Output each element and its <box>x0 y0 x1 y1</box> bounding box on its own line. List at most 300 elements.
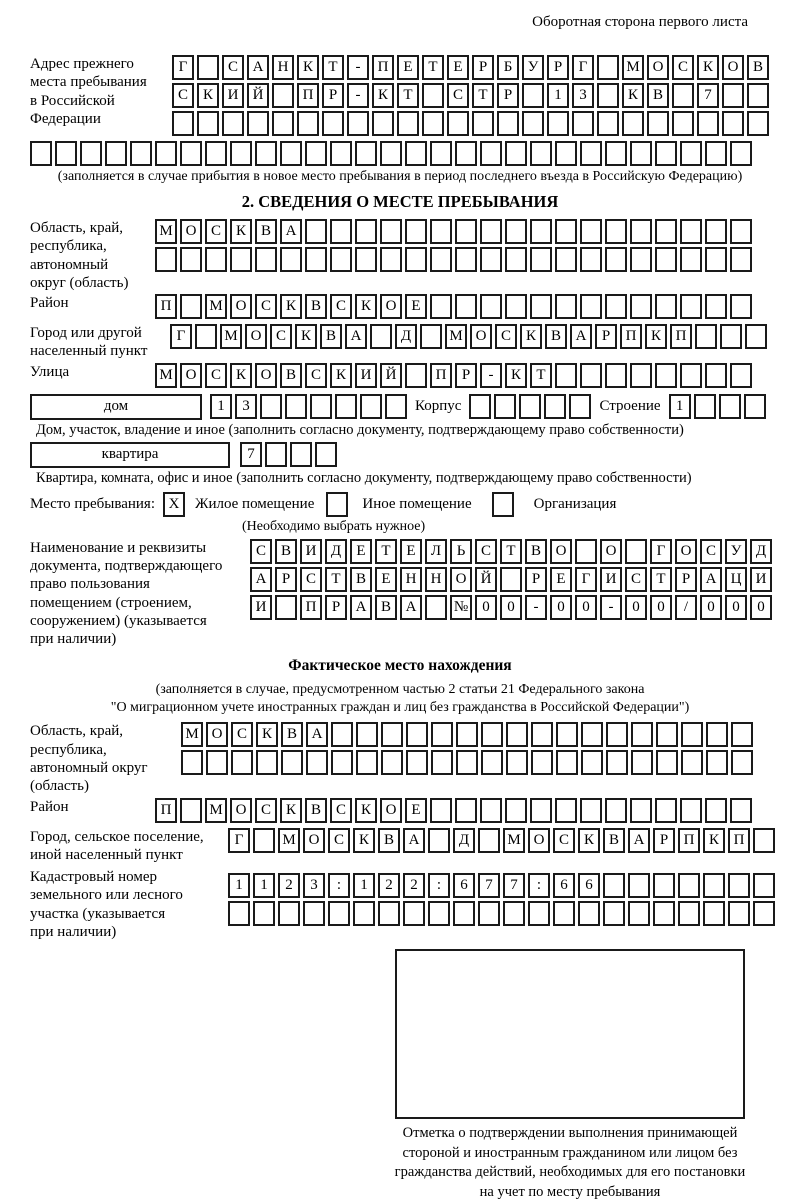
char-box[interactable]: О <box>303 828 325 853</box>
char-box[interactable] <box>430 798 452 823</box>
char-box[interactable] <box>280 247 302 272</box>
char-box[interactable] <box>655 294 677 319</box>
char-box[interactable] <box>397 111 419 136</box>
char-box[interactable] <box>630 294 652 319</box>
char-box[interactable]: Г <box>575 567 597 592</box>
char-box[interactable]: Т <box>322 55 344 80</box>
char-box[interactable]: А <box>400 595 422 620</box>
char-box[interactable] <box>30 141 52 166</box>
char-box[interactable]: В <box>255 219 277 244</box>
char-box[interactable] <box>330 219 352 244</box>
char-box[interactable]: П <box>155 798 177 823</box>
char-box[interactable] <box>403 901 425 926</box>
char-box[interactable] <box>528 901 550 926</box>
char-box[interactable]: В <box>305 798 327 823</box>
char-box[interactable] <box>355 247 377 272</box>
char-box[interactable]: Д <box>750 539 772 564</box>
char-box[interactable] <box>181 750 203 775</box>
char-box[interactable] <box>430 294 452 319</box>
char-box[interactable]: Б <box>497 55 519 80</box>
char-box[interactable] <box>606 722 628 747</box>
char-box[interactable] <box>622 111 644 136</box>
char-box[interactable] <box>656 722 678 747</box>
char-box[interactable] <box>428 828 450 853</box>
char-box[interactable]: Н <box>400 567 422 592</box>
char-box[interactable]: 1 <box>228 873 250 898</box>
char-box[interactable] <box>505 247 527 272</box>
char-box[interactable] <box>556 722 578 747</box>
char-box[interactable]: Т <box>530 363 552 388</box>
char-box[interactable]: О <box>722 55 744 80</box>
char-box[interactable] <box>80 141 102 166</box>
char-box[interactable]: А <box>280 219 302 244</box>
char-box[interactable] <box>531 750 553 775</box>
char-box[interactable] <box>492 492 514 517</box>
char-box[interactable]: : <box>428 873 450 898</box>
char-box[interactable] <box>653 873 675 898</box>
char-box[interactable]: X <box>163 492 185 517</box>
char-box[interactable] <box>205 141 227 166</box>
char-box[interactable] <box>405 247 427 272</box>
char-box[interactable] <box>705 219 727 244</box>
char-box[interactable] <box>680 247 702 272</box>
char-box[interactable] <box>456 722 478 747</box>
char-box[interactable]: 7 <box>478 873 500 898</box>
char-box[interactable] <box>575 539 597 564</box>
char-box[interactable]: К <box>505 363 527 388</box>
char-box[interactable] <box>480 219 502 244</box>
char-box[interactable]: К <box>520 324 542 349</box>
char-box[interactable]: П <box>728 828 750 853</box>
char-box[interactable]: О <box>180 219 202 244</box>
char-box[interactable] <box>697 111 719 136</box>
char-box[interactable] <box>315 442 337 467</box>
char-box[interactable] <box>695 324 717 349</box>
char-box[interactable] <box>326 492 348 517</box>
char-box[interactable] <box>230 141 252 166</box>
char-box[interactable] <box>597 83 619 108</box>
char-box[interactable] <box>335 394 357 419</box>
char-box[interactable] <box>705 363 727 388</box>
char-box[interactable] <box>297 111 319 136</box>
char-box[interactable] <box>370 324 392 349</box>
char-box[interactable]: 1 <box>547 83 569 108</box>
char-box[interactable]: П <box>430 363 452 388</box>
char-box[interactable] <box>428 901 450 926</box>
char-box[interactable] <box>530 247 552 272</box>
char-box[interactable]: И <box>222 83 244 108</box>
char-box[interactable] <box>680 141 702 166</box>
char-box[interactable] <box>322 111 344 136</box>
char-box[interactable]: 0 <box>500 595 522 620</box>
char-box[interactable] <box>303 901 325 926</box>
char-box[interactable] <box>105 141 127 166</box>
char-box[interactable] <box>555 294 577 319</box>
char-box[interactable] <box>356 750 378 775</box>
char-box[interactable]: М <box>205 294 227 319</box>
char-box[interactable] <box>672 111 694 136</box>
char-box[interactable]: Е <box>405 798 427 823</box>
char-box[interactable] <box>625 539 647 564</box>
char-box[interactable] <box>705 141 727 166</box>
char-box[interactable]: 3 <box>303 873 325 898</box>
char-box[interactable]: 7 <box>697 83 719 108</box>
char-box[interactable]: О <box>230 798 252 823</box>
char-box[interactable] <box>265 442 287 467</box>
char-box[interactable] <box>730 247 752 272</box>
char-box[interactable]: Е <box>550 567 572 592</box>
char-box[interactable] <box>285 394 307 419</box>
char-box[interactable]: А <box>345 324 367 349</box>
char-box[interactable]: 1 <box>353 873 375 898</box>
char-box[interactable] <box>281 750 303 775</box>
char-box[interactable] <box>655 219 677 244</box>
char-box[interactable]: Й <box>247 83 269 108</box>
char-box[interactable] <box>744 394 766 419</box>
char-box[interactable] <box>197 55 219 80</box>
char-box[interactable] <box>605 294 627 319</box>
char-box[interactable]: А <box>700 567 722 592</box>
char-box[interactable]: М <box>220 324 242 349</box>
char-box[interactable] <box>753 828 775 853</box>
char-box[interactable]: Д <box>325 539 347 564</box>
char-box[interactable] <box>730 294 752 319</box>
char-box[interactable]: С <box>231 722 253 747</box>
char-box[interactable]: В <box>525 539 547 564</box>
char-box[interactable] <box>310 394 332 419</box>
char-box[interactable]: К <box>355 294 377 319</box>
char-box[interactable] <box>678 901 700 926</box>
char-box[interactable] <box>555 363 577 388</box>
char-box[interactable] <box>331 722 353 747</box>
char-box[interactable] <box>497 111 519 136</box>
char-box[interactable] <box>628 901 650 926</box>
char-box[interactable]: Р <box>547 55 569 80</box>
char-box[interactable]: С <box>300 567 322 592</box>
char-box[interactable]: 1 <box>669 394 691 419</box>
char-box[interactable] <box>480 141 502 166</box>
char-box[interactable]: У <box>725 539 747 564</box>
char-box[interactable]: Н <box>272 55 294 80</box>
char-box[interactable]: 3 <box>235 394 257 419</box>
char-box[interactable] <box>381 750 403 775</box>
char-box[interactable]: К <box>645 324 667 349</box>
char-box[interactable] <box>130 141 152 166</box>
char-box[interactable] <box>356 722 378 747</box>
char-box[interactable]: В <box>545 324 567 349</box>
char-box[interactable] <box>55 141 77 166</box>
char-box[interactable]: 0 <box>750 595 772 620</box>
char-box[interactable]: В <box>378 828 400 853</box>
char-box[interactable] <box>544 394 566 419</box>
char-box[interactable]: К <box>703 828 725 853</box>
char-box[interactable]: В <box>747 55 769 80</box>
char-box[interactable] <box>180 247 202 272</box>
char-box[interactable]: О <box>450 567 472 592</box>
char-box[interactable] <box>680 294 702 319</box>
char-box[interactable] <box>255 141 277 166</box>
char-box[interactable] <box>522 83 544 108</box>
char-box[interactable]: А <box>628 828 650 853</box>
char-box[interactable] <box>703 901 725 926</box>
char-box[interactable]: Д <box>453 828 475 853</box>
char-box[interactable]: О <box>230 294 252 319</box>
char-box[interactable] <box>228 901 250 926</box>
char-box[interactable] <box>406 750 428 775</box>
char-box[interactable] <box>420 324 442 349</box>
char-box[interactable]: К <box>230 363 252 388</box>
char-box[interactable]: С <box>250 539 272 564</box>
char-box[interactable] <box>180 141 202 166</box>
char-box[interactable]: Р <box>653 828 675 853</box>
char-box[interactable]: 7 <box>503 873 525 898</box>
char-box[interactable] <box>653 901 675 926</box>
char-box[interactable]: К <box>197 83 219 108</box>
char-box[interactable] <box>405 363 427 388</box>
char-box[interactable] <box>722 83 744 108</box>
char-box[interactable]: Е <box>375 567 397 592</box>
char-box[interactable]: 0 <box>700 595 722 620</box>
char-box[interactable] <box>630 247 652 272</box>
char-box[interactable]: 2 <box>378 873 400 898</box>
char-box[interactable]: - <box>347 83 369 108</box>
char-box[interactable]: С <box>255 294 277 319</box>
char-box[interactable]: 6 <box>578 873 600 898</box>
char-box[interactable] <box>705 798 727 823</box>
char-box[interactable]: Й <box>475 567 497 592</box>
char-box[interactable] <box>655 363 677 388</box>
char-box[interactable] <box>405 141 427 166</box>
char-box[interactable] <box>555 219 577 244</box>
char-box[interactable] <box>753 873 775 898</box>
char-box[interactable]: О <box>180 363 202 388</box>
char-box[interactable] <box>505 798 527 823</box>
char-box[interactable]: Й <box>380 363 402 388</box>
char-box[interactable] <box>253 828 275 853</box>
char-box[interactable]: Т <box>422 55 444 80</box>
char-box[interactable] <box>703 873 725 898</box>
char-box[interactable]: М <box>278 828 300 853</box>
char-box[interactable] <box>505 219 527 244</box>
char-box[interactable] <box>353 901 375 926</box>
char-box[interactable] <box>305 247 327 272</box>
char-box[interactable] <box>581 750 603 775</box>
char-box[interactable] <box>605 798 627 823</box>
char-box[interactable]: К <box>697 55 719 80</box>
char-box[interactable] <box>380 219 402 244</box>
char-box[interactable] <box>272 111 294 136</box>
char-box[interactable] <box>430 247 452 272</box>
char-box[interactable] <box>453 901 475 926</box>
char-box[interactable]: Т <box>375 539 397 564</box>
char-box[interactable]: М <box>205 798 227 823</box>
char-box[interactable]: - <box>480 363 502 388</box>
char-box[interactable]: 1 <box>253 873 275 898</box>
char-box[interactable]: П <box>155 294 177 319</box>
char-box[interactable]: И <box>250 595 272 620</box>
char-box[interactable] <box>730 798 752 823</box>
char-box[interactable] <box>455 141 477 166</box>
char-box[interactable] <box>155 247 177 272</box>
char-box[interactable]: С <box>205 363 227 388</box>
char-box[interactable]: 6 <box>553 873 575 898</box>
char-box[interactable] <box>378 901 400 926</box>
char-box[interactable]: В <box>647 83 669 108</box>
char-box[interactable] <box>330 247 352 272</box>
char-box[interactable]: О <box>255 363 277 388</box>
char-box[interactable]: 0 <box>575 595 597 620</box>
char-box[interactable] <box>381 722 403 747</box>
char-box[interactable]: М <box>155 363 177 388</box>
char-box[interactable]: О <box>380 798 402 823</box>
char-box[interactable]: 2 <box>403 873 425 898</box>
char-box[interactable] <box>555 141 577 166</box>
char-box[interactable] <box>753 901 775 926</box>
char-box[interactable] <box>581 722 603 747</box>
char-box[interactable]: В <box>275 539 297 564</box>
char-box[interactable] <box>506 750 528 775</box>
char-box[interactable] <box>455 798 477 823</box>
char-box[interactable]: К <box>622 83 644 108</box>
char-box[interactable] <box>506 722 528 747</box>
char-box[interactable]: Л <box>425 539 447 564</box>
char-box[interactable] <box>606 750 628 775</box>
char-box[interactable] <box>681 750 703 775</box>
char-box[interactable] <box>355 219 377 244</box>
char-box[interactable]: Т <box>500 539 522 564</box>
char-box[interactable] <box>531 722 553 747</box>
char-box[interactable] <box>681 722 703 747</box>
char-box[interactable] <box>630 141 652 166</box>
char-box[interactable] <box>205 247 227 272</box>
char-box[interactable]: А <box>570 324 592 349</box>
char-box[interactable] <box>672 83 694 108</box>
char-box[interactable] <box>385 394 407 419</box>
char-box[interactable] <box>680 219 702 244</box>
char-box[interactable] <box>605 141 627 166</box>
char-box[interactable] <box>431 750 453 775</box>
char-box[interactable]: С <box>328 828 350 853</box>
char-box[interactable]: К <box>330 363 352 388</box>
char-box[interactable]: А <box>247 55 269 80</box>
char-box[interactable]: 2 <box>278 873 300 898</box>
char-box[interactable] <box>728 901 750 926</box>
char-box[interactable]: Е <box>397 55 419 80</box>
char-box[interactable]: М <box>155 219 177 244</box>
char-box[interactable]: К <box>353 828 375 853</box>
char-box[interactable]: О <box>380 294 402 319</box>
char-box[interactable]: К <box>230 219 252 244</box>
char-box[interactable]: / <box>675 595 697 620</box>
char-box[interactable] <box>630 798 652 823</box>
char-box[interactable] <box>255 247 277 272</box>
char-box[interactable] <box>330 141 352 166</box>
char-box[interactable]: Р <box>497 83 519 108</box>
char-box[interactable] <box>355 141 377 166</box>
char-box[interactable] <box>503 901 525 926</box>
char-box[interactable] <box>231 750 253 775</box>
char-box[interactable] <box>505 141 527 166</box>
char-box[interactable]: О <box>470 324 492 349</box>
char-box[interactable]: М <box>503 828 525 853</box>
char-box[interactable]: В <box>281 722 303 747</box>
char-box[interactable] <box>719 394 741 419</box>
char-box[interactable]: О <box>245 324 267 349</box>
char-box[interactable] <box>222 111 244 136</box>
char-box[interactable] <box>447 111 469 136</box>
char-box[interactable]: Ь <box>450 539 472 564</box>
char-box[interactable]: Г <box>650 539 672 564</box>
char-box[interactable] <box>580 363 602 388</box>
char-box[interactable] <box>720 324 742 349</box>
char-box[interactable] <box>730 219 752 244</box>
char-box[interactable]: - <box>600 595 622 620</box>
char-box[interactable] <box>280 141 302 166</box>
char-box[interactable]: Т <box>472 83 494 108</box>
char-box[interactable]: Р <box>472 55 494 80</box>
char-box[interactable] <box>422 111 444 136</box>
char-box[interactable] <box>306 750 328 775</box>
char-box[interactable] <box>430 219 452 244</box>
char-box[interactable]: С <box>305 363 327 388</box>
char-box[interactable]: № <box>450 595 472 620</box>
char-box[interactable]: 0 <box>650 595 672 620</box>
char-box[interactable] <box>478 901 500 926</box>
char-box[interactable]: Р <box>595 324 617 349</box>
char-box[interactable] <box>481 750 503 775</box>
char-box[interactable] <box>631 722 653 747</box>
char-box[interactable] <box>569 394 591 419</box>
char-box[interactable]: К <box>372 83 394 108</box>
char-box[interactable] <box>680 363 702 388</box>
char-box[interactable] <box>706 750 728 775</box>
char-box[interactable]: В <box>603 828 625 853</box>
char-box[interactable]: : <box>328 873 350 898</box>
char-box[interactable] <box>722 111 744 136</box>
char-box[interactable]: Г <box>172 55 194 80</box>
char-box[interactable] <box>530 219 552 244</box>
char-box[interactable] <box>605 219 627 244</box>
char-box[interactable] <box>597 111 619 136</box>
char-box[interactable] <box>705 294 727 319</box>
char-box[interactable]: Г <box>170 324 192 349</box>
char-box[interactable] <box>655 141 677 166</box>
char-box[interactable]: И <box>750 567 772 592</box>
char-box[interactable]: С <box>270 324 292 349</box>
char-box[interactable] <box>628 873 650 898</box>
char-box[interactable]: М <box>445 324 467 349</box>
char-box[interactable] <box>328 901 350 926</box>
char-box[interactable] <box>731 722 753 747</box>
char-box[interactable] <box>380 247 402 272</box>
char-box[interactable]: В <box>280 363 302 388</box>
char-box[interactable] <box>522 111 544 136</box>
char-box[interactable] <box>597 55 619 80</box>
char-box[interactable] <box>278 901 300 926</box>
char-box[interactable]: В <box>305 294 327 319</box>
char-box[interactable]: 0 <box>625 595 647 620</box>
char-box[interactable]: А <box>250 567 272 592</box>
char-box[interactable]: М <box>622 55 644 80</box>
char-box[interactable]: М <box>181 722 203 747</box>
char-box[interactable] <box>705 247 727 272</box>
char-box[interactable] <box>275 595 297 620</box>
char-box[interactable] <box>305 141 327 166</box>
char-box[interactable] <box>605 247 627 272</box>
char-box[interactable] <box>155 141 177 166</box>
char-box[interactable]: А <box>306 722 328 747</box>
char-box[interactable]: И <box>300 539 322 564</box>
